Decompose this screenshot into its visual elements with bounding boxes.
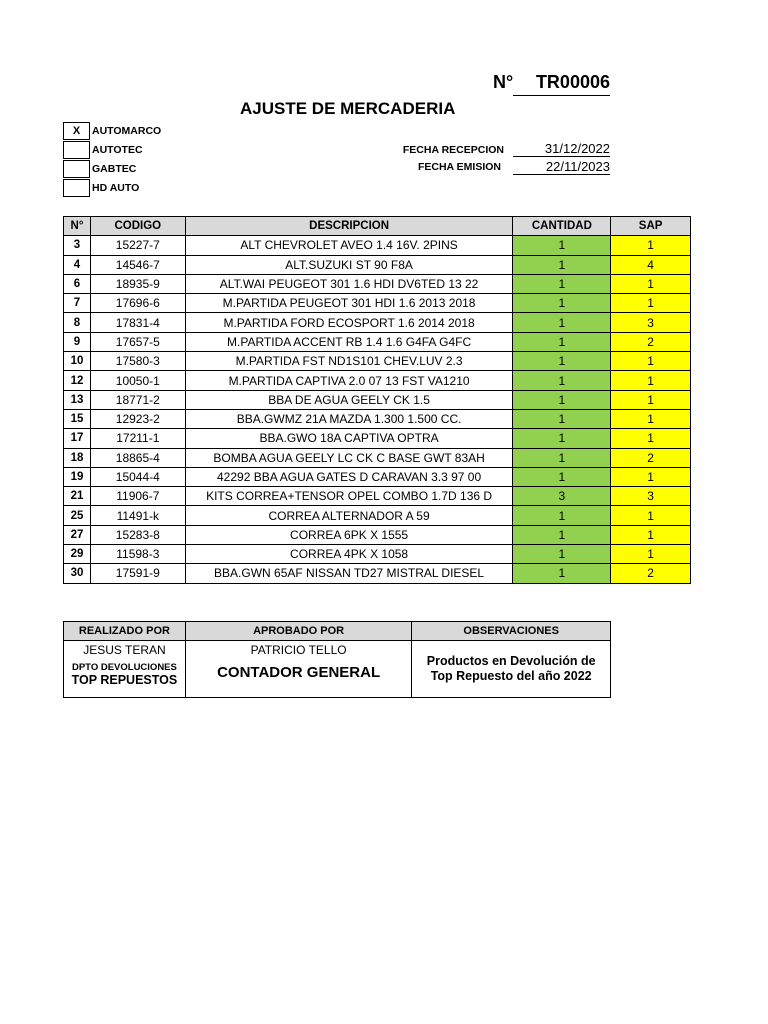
observaciones-text: Productos en Devolución de Top Repuesto del año 2022 (412, 641, 611, 698)
document-number: TR00006 (513, 72, 610, 96)
item-description: CORREA 4PK X 1058 (185, 545, 513, 564)
items-table (63, 216, 691, 584)
item-sap: 1 (611, 294, 691, 313)
dealer-option-gabtec[interactable] (63, 159, 136, 178)
signatures-table (63, 621, 611, 698)
item-quantity: 1 (513, 255, 611, 274)
row-number: 27 (64, 525, 91, 544)
signatures-header-row (64, 622, 611, 641)
item-description: CORREA 6PK X 1555 (185, 525, 513, 544)
item-code: 17696-6 (90, 294, 185, 313)
table-row (64, 564, 691, 583)
item-quantity: 1 (513, 274, 611, 293)
column-header-description: DESCRIPCION (185, 217, 513, 236)
row-number: 13 (64, 390, 91, 409)
item-quantity: 1 (513, 525, 611, 544)
observaciones-header: OBSERVACIONES (412, 622, 611, 641)
row-number: 25 (64, 506, 91, 525)
row-number: 15 (64, 409, 91, 428)
item-sap: 1 (611, 409, 691, 428)
row-number: 7 (64, 294, 91, 313)
item-quantity: 1 (513, 467, 611, 486)
item-sap: 1 (611, 506, 691, 525)
item-description: BBA.GWO 18A CAPTIVA OPTRA (185, 429, 513, 448)
item-description: ALT.WAI PEUGEOT 301 1.6 HDI DV6TED 13 22 (185, 274, 513, 293)
table-row (64, 274, 691, 293)
table-row (64, 371, 691, 390)
realizado-name: JESUS TERAN (83, 643, 166, 657)
item-code: 18865-4 (90, 448, 185, 467)
item-sap: 1 (611, 352, 691, 371)
item-quantity: 1 (513, 390, 611, 409)
item-description: BBA DE AGUA GEELY CK 1.5 (185, 390, 513, 409)
row-number: 4 (64, 255, 91, 274)
item-quantity: 1 (513, 409, 611, 428)
item-code: 17580-3 (90, 352, 185, 371)
item-sap: 1 (611, 545, 691, 564)
realizado-company: TOP REPUESTOS (71, 673, 178, 687)
item-quantity: 1 (513, 564, 611, 583)
row-number: 6 (64, 274, 91, 293)
table-row (64, 255, 691, 274)
document-number-label: N° (493, 72, 514, 92)
item-sap: 1 (611, 274, 691, 293)
item-sap: 1 (611, 390, 691, 409)
table-row (64, 352, 691, 371)
row-number: 10 (64, 352, 91, 371)
item-description: 42292 BBA AGUA GATES D CARAVAN 3.3 97 00 (185, 467, 513, 486)
table-row (64, 429, 691, 448)
dealer-label: GABTEC (92, 162, 137, 175)
item-code: 17831-4 (90, 313, 185, 332)
row-number: 12 (64, 371, 91, 390)
item-quantity: 1 (513, 352, 611, 371)
item-description: CORREA ALTERNADOR A 59 (185, 506, 513, 525)
reception-date-label: FECHA RECEPCION (402, 144, 504, 156)
item-code: 11598-3 (90, 545, 185, 564)
item-code: 10050-1 (90, 371, 185, 390)
table-row (64, 332, 691, 351)
aprobado-title: CONTADOR GENERAL (217, 664, 381, 681)
dealer-label: AUTOMARCO (92, 124, 162, 137)
item-description: KITS CORREA+TENSOR OPEL COMBO 1.7D 136 D (185, 487, 513, 506)
item-sap: 1 (611, 371, 691, 390)
table-row (64, 545, 691, 564)
item-description: BBA.GWMZ 21A MAZDA 1.300 1.500 CC. (185, 409, 513, 428)
item-description: M.PARTIDA CAPTIVA 2.0 07 13 FST VA1210 (185, 371, 513, 390)
table-row (64, 236, 691, 255)
item-sap: 3 (611, 313, 691, 332)
item-description: BBA.GWN 65AF NISSAN TD27 MISTRAL DIESEL (185, 564, 513, 583)
item-code: 15227-7 (90, 236, 185, 255)
item-quantity: 1 (513, 294, 611, 313)
item-quantity: 1 (513, 332, 611, 351)
item-quantity: 1 (513, 545, 611, 564)
row-number: 18 (64, 448, 91, 467)
row-number: 8 (64, 313, 91, 332)
item-sap: 1 (611, 236, 691, 255)
aprobado-por-header: APROBADO POR (185, 622, 412, 641)
item-sap: 2 (611, 448, 691, 467)
realizado-cell (64, 641, 186, 698)
item-code: 17211-1 (90, 429, 185, 448)
row-number: 21 (64, 487, 91, 506)
row-number: 3 (64, 236, 91, 255)
table-row (64, 448, 691, 467)
item-code: 14546-7 (90, 255, 185, 274)
dealer-checkbox[interactable] (63, 141, 90, 159)
dealer-option-automarco[interactable] (63, 121, 161, 140)
item-code: 17591-9 (90, 564, 185, 583)
dealer-checkbox[interactable] (63, 179, 90, 197)
emission-date-label: FECHA EMISION (417, 161, 501, 173)
aprobado-name: PATRICIO TELLO (250, 643, 347, 657)
item-description: M.PARTIDA ACCENT RB 1.4 1.6 G4FA G4FC (185, 332, 513, 351)
table-row (64, 487, 691, 506)
item-quantity: 1 (513, 313, 611, 332)
table-row (64, 467, 691, 486)
item-sap: 1 (611, 525, 691, 544)
emission-date: 22/11/2023 (513, 159, 610, 175)
item-sap: 3 (611, 487, 691, 506)
item-description: ALT.SUZUKI ST 90 F8A (185, 255, 513, 274)
item-code: 15044-4 (90, 467, 185, 486)
item-quantity: 1 (513, 506, 611, 525)
item-quantity: 1 (513, 371, 611, 390)
column-header-code: CODIGO (90, 217, 185, 236)
signatures-row (64, 641, 611, 698)
item-description: M.PARTIDA FST ND1S101 CHEV.LUV 2.3 (185, 352, 513, 371)
row-number: 19 (64, 467, 91, 486)
page-title: AJUSTE DE MERCADERIA (240, 99, 456, 118)
column-header-number: N° (64, 217, 91, 236)
dealer-option-autotec[interactable] (63, 140, 143, 159)
item-quantity: 3 (513, 487, 611, 506)
item-code: 11491-k (90, 506, 185, 525)
item-quantity: 1 (513, 448, 611, 467)
item-code: 18935-9 (90, 274, 185, 293)
realizado-por-header: REALIZADO POR (64, 622, 186, 641)
item-sap: 1 (611, 429, 691, 448)
item-code: 12923-2 (90, 409, 185, 428)
reception-date: 31/12/2022 (513, 141, 610, 157)
dealer-label: HD AUTO (92, 181, 140, 194)
item-sap: 4 (611, 255, 691, 274)
item-description: M.PARTIDA FORD ECOSPORT 1.6 2014 2018 (185, 313, 513, 332)
item-quantity: 1 (513, 236, 611, 255)
table-row (64, 409, 691, 428)
item-description: M.PARTIDA PEUGEOT 301 HDI 1.6 2013 2018 (185, 294, 513, 313)
item-sap: 1 (611, 467, 691, 486)
column-header-sap: SAP (611, 217, 691, 236)
column-header-quantity: CANTIDAD (513, 217, 611, 236)
row-number: 9 (64, 332, 91, 351)
table-row (64, 313, 691, 332)
table-row (64, 294, 691, 313)
item-code: 17657-5 (90, 332, 185, 351)
table-row (64, 506, 691, 525)
realizado-department: DPTO DEVOLUCIONES (71, 662, 177, 673)
row-number: 30 (64, 564, 91, 583)
dealer-option-hd-auto[interactable] (63, 178, 139, 197)
row-number: 17 (64, 429, 91, 448)
table-row (64, 525, 691, 544)
item-code: 11906-7 (90, 487, 185, 506)
item-code: 18771-2 (90, 390, 185, 409)
item-description: BOMBA AGUA GEELY LC CK C BASE GWT 83AH (185, 448, 513, 467)
item-quantity: 1 (513, 429, 611, 448)
item-sap: 2 (611, 332, 691, 351)
item-sap: 2 (611, 564, 691, 583)
table-header-row (64, 217, 691, 236)
dealer-checkbox[interactable]: X (63, 122, 90, 140)
item-description: ALT CHEVROLET AVEO 1.4 16V. 2PINS (185, 236, 513, 255)
table-row (64, 390, 691, 409)
item-code: 15283-8 (90, 525, 185, 544)
aprobado-cell (185, 641, 412, 698)
dealer-checkbox[interactable] (63, 160, 90, 178)
row-number: 29 (64, 545, 91, 564)
dealer-label: AUTOTEC (92, 143, 143, 156)
